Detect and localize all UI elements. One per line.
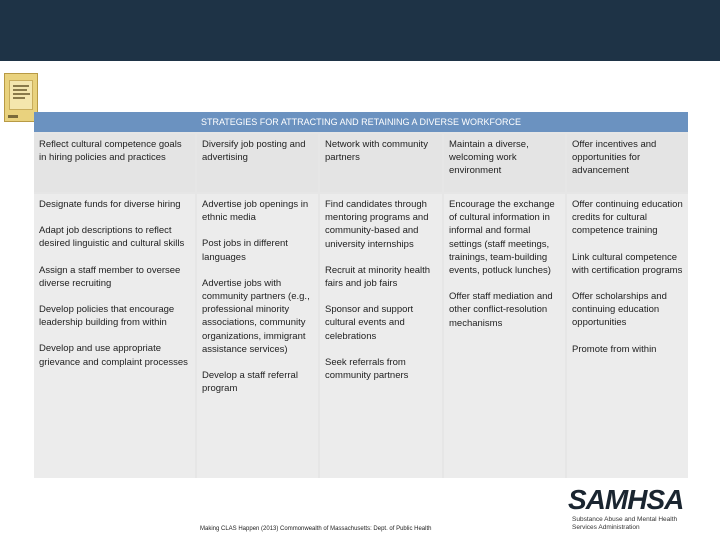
strategy-item: Encourage the exchange of cultural information in informal and formal settings (staff meetings, trainings, team-building events, potluck lunches) xyxy=(449,199,555,277)
header-row xyxy=(34,134,688,192)
source-citation: Making CLAS Happen (2013) Commonwealth of Massachusetts: Dept. of Public Health xyxy=(200,526,432,532)
strategy-item: Sponsor and support cultural events and celebrations xyxy=(325,304,414,342)
strategy-item: Develop a staff referral program xyxy=(202,370,298,395)
strategy-column-advertising xyxy=(197,194,318,478)
strategy-item: Develop and use appropriate grievance and complaint processes xyxy=(39,343,188,368)
header-cell: Maintain a diverse, welcoming work environment xyxy=(444,134,565,192)
strategy-item: Advertise jobs with community partners (e.g., professional minority associations, community organizations, immigrant assistance services) xyxy=(202,277,310,355)
strategy-item: Assign a staff member to oversee diverse recruiting xyxy=(39,264,181,289)
strategy-item: Find candidates through mentoring programs and community-based and university internships xyxy=(325,199,429,250)
table-title: STRATEGIES FOR ATTRACTING AND RETAINING A DIVERSE WORKFORCE xyxy=(34,112,688,132)
strategy-item: Adapt job descriptions to reflect desired linguistic and cultural skills xyxy=(39,225,185,250)
header-cell: Offer incentives and opportunities for advancement xyxy=(567,134,688,192)
logo-tagline: Substance Abuse and Mental Health Services Administration xyxy=(572,516,678,531)
strategy-column-environment xyxy=(444,194,565,478)
strategy-column-network xyxy=(320,194,442,478)
strategy-item: Develop policies that encourage leadership building from within xyxy=(39,304,175,329)
strategy-item: Designate funds for diverse hiring xyxy=(39,199,181,210)
strategy-item: Recruit at minority health fairs and job fairs xyxy=(325,264,431,290)
strategy-column-hiring xyxy=(34,194,195,478)
strategies-row xyxy=(34,194,688,478)
strategy-item: Offer staff mediation and other conflict-resolution mechanisms xyxy=(449,291,553,329)
header-cell: Reflect cultural competence goals in hiring policies and practices xyxy=(34,134,195,192)
strategies-table xyxy=(34,112,688,478)
strategy-item: Offer scholarships and continuing education opportunities xyxy=(572,291,667,329)
strategy-item: Advertise job openings in ethnic media xyxy=(202,199,309,224)
book-cover-thumbnail xyxy=(4,73,38,122)
top-banner xyxy=(0,0,720,61)
strategy-item: Seek referrals from community partners xyxy=(325,356,409,382)
strategy-column-incentives xyxy=(567,194,688,478)
strategy-item: Link cultural competence with certification programs xyxy=(572,251,683,276)
header-cell: Network with community partners xyxy=(320,134,442,192)
strategy-item: Post jobs in different languages xyxy=(202,238,288,263)
strategy-item: Offer continuing education credits for cultural competence training xyxy=(572,199,683,237)
header-cell: Diversify job posting and advertising xyxy=(197,134,318,192)
strategy-item: Promote from within xyxy=(572,343,657,355)
logo-wordmark: SAMHSA xyxy=(568,484,684,515)
samhsa-logo xyxy=(562,484,692,534)
